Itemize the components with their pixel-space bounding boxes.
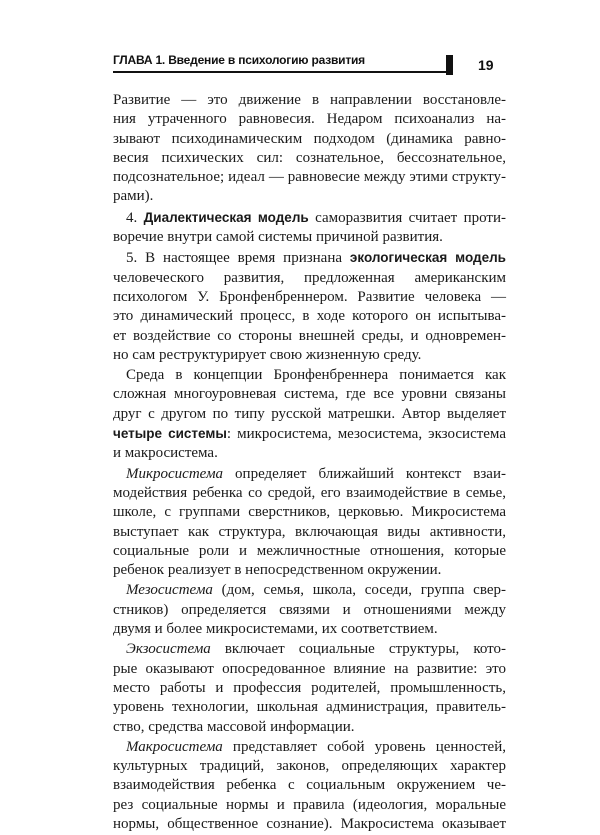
text-line xyxy=(113,208,506,228)
header-rule xyxy=(113,71,446,73)
text-run: 5. В настоящее время признана xyxy=(126,250,350,267)
text-run: ет воздействие со стороны внешней среды, и одновремен- xyxy=(113,327,506,344)
page-number: 19 xyxy=(478,57,494,73)
text-line xyxy=(113,327,506,346)
text-line xyxy=(113,91,506,110)
text-line xyxy=(113,346,506,365)
text-line xyxy=(113,366,506,385)
text-line xyxy=(113,503,506,522)
text-line xyxy=(113,228,506,247)
text-line xyxy=(113,465,506,484)
text-run: рые оказывают опосредованное влияние на развитие: это xyxy=(113,660,506,677)
text-line xyxy=(113,307,506,326)
text-run: модействия ребенка со средой, его взаимодействие в семье, xyxy=(113,484,506,501)
text-run: включает социальные структуры, кото- xyxy=(210,641,506,658)
chapter-title: ГЛАВА 1. Введение в психологию развития xyxy=(113,53,365,67)
italic-term: Микросистема xyxy=(126,465,224,482)
text-run: но сам реструктурирует свою жизненную среду. xyxy=(113,346,422,363)
text-run: выступает как структура, включающая виды активности, xyxy=(113,523,506,540)
text-run: психологом У. Бронфенбреннером. Развитие человека — xyxy=(113,288,506,305)
text-run: уровень технологии, школьная администрация, правитель- xyxy=(113,699,506,716)
bold-term: экологическая модель xyxy=(349,250,506,266)
body-text xyxy=(113,91,506,835)
text-run: 4. xyxy=(126,209,144,226)
text-run: и макросистема. xyxy=(113,445,218,462)
text-run: друг с другом по типу русской матрешки. Автор выделяет xyxy=(113,405,506,422)
text-run: взаимодействия ребенка с социальным окружением че- xyxy=(113,777,506,794)
text-line xyxy=(113,288,506,307)
text-run: ство, средства массовой информации. xyxy=(113,718,355,735)
bold-term: Диалектическая модель xyxy=(143,209,309,225)
text-line xyxy=(113,561,506,580)
paragraph xyxy=(113,465,506,581)
text-line xyxy=(113,424,506,444)
text-run: стников) определяется связями и отношениями между xyxy=(113,601,506,618)
text-line xyxy=(113,110,506,129)
text-run: : микросистема, мезосистема, экзосистема xyxy=(226,426,506,443)
text-run: саморазвития считает проти- xyxy=(308,209,506,226)
text-run: место работы и профессия родителей, промышленность, xyxy=(113,679,506,696)
text-line xyxy=(113,484,506,503)
header-marker xyxy=(446,55,453,75)
text-line xyxy=(113,620,506,639)
paragraph xyxy=(113,248,506,365)
text-run: рез социальные нормы и правила (идеология, моральные xyxy=(113,796,506,813)
text-run: рами). xyxy=(113,188,154,205)
paragraph xyxy=(113,581,506,639)
text-line xyxy=(113,776,506,795)
text-run: сложная многоуровневая система, где все уровни связаны xyxy=(113,386,506,403)
text-run: человеческого развития, предложенная американским xyxy=(113,269,506,286)
italic-term: Макросистема xyxy=(126,738,223,755)
text-run: (дом, семья, школа, соседи, группа свер- xyxy=(212,582,506,599)
text-line xyxy=(113,444,506,463)
text-line xyxy=(113,679,506,698)
text-run: воречие внутри самой системы причиной развития. xyxy=(113,229,443,246)
text-run: представляет собой уровень ценностей, xyxy=(222,738,506,755)
paragraph xyxy=(113,640,506,736)
text-run: школе, с группами сверстников, церковью. Микросистема xyxy=(113,504,506,521)
paragraph xyxy=(113,91,506,207)
text-line xyxy=(113,640,506,659)
bold-term: четыре системы xyxy=(113,426,227,442)
text-run: ребенок реализует в непосредственном окружении. xyxy=(113,562,442,579)
text-line xyxy=(113,581,506,600)
text-run: нормы, общественное сознание). Макросистема оказывает xyxy=(113,815,506,832)
text-line xyxy=(113,542,506,561)
text-line xyxy=(113,757,506,776)
text-run: подсознательное; идеал — равновесие между этими структу- xyxy=(113,169,506,186)
text-run: Развитие — это движение в направлении восстановле- xyxy=(113,92,506,108)
text-line xyxy=(113,698,506,717)
running-header xyxy=(113,47,506,75)
text-run: Среда в концепции Бронфенбреннера понимается как xyxy=(126,367,506,384)
text-line xyxy=(113,168,506,187)
paragraph xyxy=(113,208,506,248)
text-line xyxy=(113,796,506,815)
text-line xyxy=(113,523,506,542)
text-run: социальные роли и межличностные отношения, которые xyxy=(113,542,506,559)
text-line xyxy=(113,187,506,206)
text-run: это динамический процесс, в ходе которого он испытыва- xyxy=(113,308,506,325)
text-line xyxy=(113,269,506,288)
text-run: зывают психодинамическим подходом (динамика равно- xyxy=(113,130,506,147)
text-run: определяет ближайший контекст взаи- xyxy=(223,465,506,482)
text-line xyxy=(113,248,506,268)
text-line xyxy=(113,815,506,834)
text-run: ния утраченного равновесия. Недаром психоанализ на- xyxy=(113,111,506,128)
text-line xyxy=(113,738,506,757)
italic-term: Экзосистема xyxy=(126,641,211,658)
text-run: весия психических сил: сознательное, бессознательное, xyxy=(113,149,506,166)
text-line xyxy=(113,130,506,149)
text-line xyxy=(113,149,506,168)
paragraph xyxy=(113,738,506,834)
italic-term: Мезосистема xyxy=(126,582,213,599)
text-line xyxy=(113,660,506,679)
text-run: двумя и более микросистемами, их соответствием. xyxy=(113,621,438,638)
text-line xyxy=(113,405,506,424)
text-run: культурных традиций, законов, определяющих характер xyxy=(113,758,506,775)
text-line xyxy=(113,601,506,620)
text-line xyxy=(113,718,506,737)
text-line xyxy=(113,385,506,404)
paragraph xyxy=(113,366,506,463)
